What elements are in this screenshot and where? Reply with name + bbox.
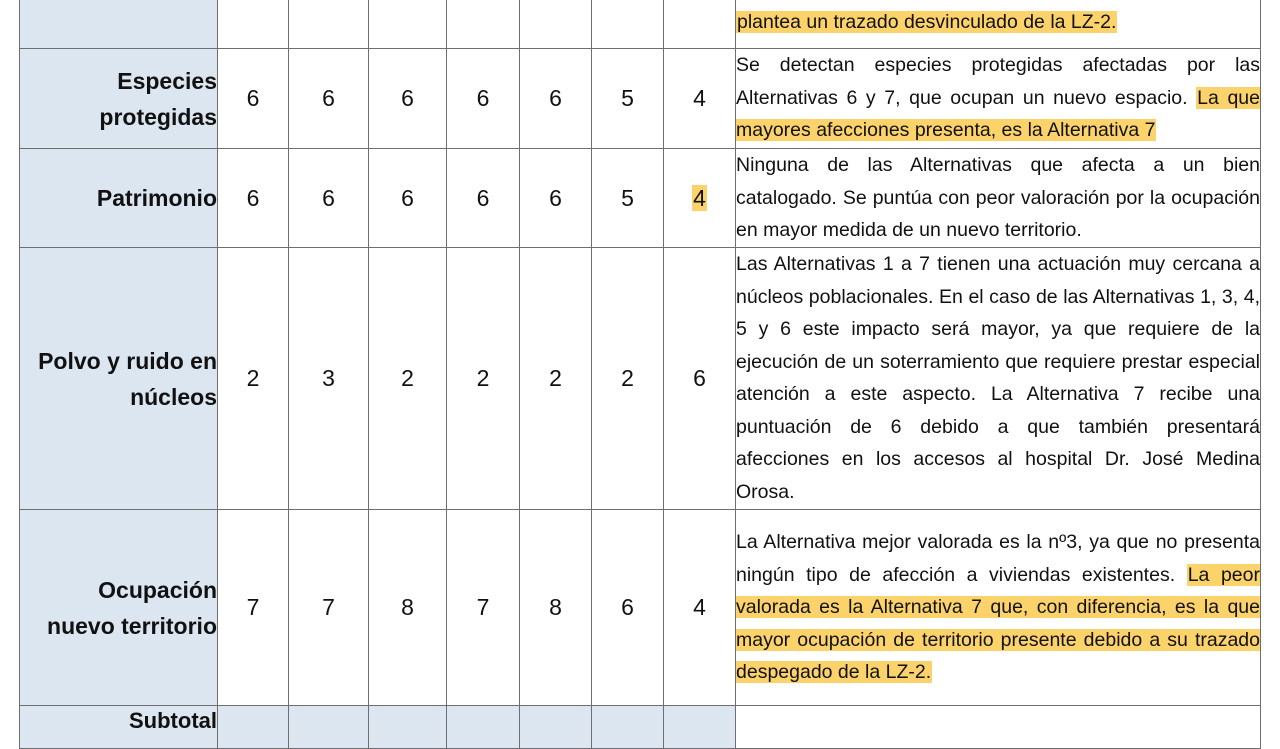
score-value: 4 [693,85,706,111]
score-cell [369,0,447,49]
table-row [20,510,1261,706]
score-cell [520,49,592,149]
table-row [20,149,1261,248]
score-value: 2 [549,365,562,391]
score-cell [447,510,520,706]
score-cell [447,49,520,149]
criterion-cell [20,510,218,706]
justification-cell [736,0,1261,49]
criterion-label: Ocupación [98,576,217,603]
score-value: 6 [246,184,260,211]
score-value: 7 [246,594,260,620]
score-value: 6 [621,594,634,620]
score-cell [218,149,289,248]
score-value: 6 [401,184,414,211]
criterion-label: protegidas [99,103,217,130]
score-cell [447,0,520,49]
evaluation-table [19,0,1261,749]
score-cell [520,149,592,248]
score-cell [592,0,664,49]
score-value: 6 [549,184,562,211]
table-body [20,0,1261,749]
score-value: 2 [401,365,414,391]
score-cell [447,149,520,248]
score-cell [664,0,736,49]
score-cell [520,510,592,706]
subtotal-cell [736,706,1261,749]
score-value: 6 [549,85,562,111]
subtotal-cell [592,706,664,749]
criterion-cell [20,248,218,510]
subtotal-cell [218,706,289,749]
score-cell [289,149,369,248]
score-cell [664,149,736,248]
highlighted-text: plantea un trazado desvinculado de la LZ-2. [737,10,1117,33]
score-cell [218,49,289,149]
subtotal-cell [369,706,447,749]
score-value: 6 [246,85,260,111]
score-cell [592,49,664,149]
justification-text: La Alternativa mejor valorada es la nº3, ya que no presenta ningún tipo de afección a viviendas existentes. [736,531,1260,586]
score-cell [592,149,664,248]
score-cell [592,248,664,510]
score-value: 4 [693,594,706,620]
table-row [20,49,1261,149]
criterion-label: nuevo territorio [47,612,217,639]
score-value: 8 [549,594,562,620]
justification-cell [736,49,1261,149]
criterion-label: núcleos [130,383,217,410]
score-value: 6 [401,85,414,111]
justification-text: Ninguna de las Alternativas que afecta a un bien catalogado. Se puntúa con peor valoración por la ocupación en mayor medida de un nuevo territorio. [736,154,1260,241]
subtotal-row [20,706,1261,749]
score-cell [289,510,369,706]
table-row [20,248,1261,510]
score-cell [664,248,736,510]
highlighted-text: La peor valorada es la Alternativa 7 que, con diferencia, es la que mayor ocupación de territorio presente debido a su trazado despegado de la LZ-2. [736,563,1260,684]
score-cell [447,248,520,510]
score-value: 7 [322,594,335,620]
score-cell [592,510,664,706]
criterion-cell [20,149,218,248]
score-value: 5 [621,184,634,211]
justification-line [736,0,1260,6]
score-value: 2 [621,365,634,391]
score-cell [664,49,736,149]
justification-text: Se detectan especies protegidas afectadas por las Alternativas 6 y 7, que ocupan un nuevo espacio. [736,54,1260,109]
score-cell [369,248,447,510]
score-cell [369,510,447,706]
score-cell [369,49,447,149]
score-cell [289,49,369,149]
subtotal-cell [664,706,736,749]
subtotal-label: Subtotal [20,706,218,749]
score-cell [520,0,592,49]
score-value: 8 [401,594,414,620]
score-value: 3 [322,365,335,391]
table-row [20,0,1261,49]
score-cell [520,248,592,510]
score-cell [664,510,736,706]
score-value: 6 [322,85,335,111]
score-cell [369,149,447,248]
criterion-label: Polvo y ruido en [38,347,217,374]
score-value: 5 [621,85,634,111]
justification-text: Las Alternativas 1 a 7 tienen una actuación muy cercana a núcleos poblacionales. En el caso de las Alternativas 1, 3, 4, 5 y 6 este impacto será mayor, ya que requiere de la ejecución de un soterramiento que requiere prestar especial atención a este aspecto. La Alternativa 7 recibe una puntuación de 6 debido a que también presentará afecciones en los accesos al hospital Dr. José Medina Orosa. [736,253,1260,503]
score-cell [218,510,289,706]
criterion-label: Patrimonio [96,185,217,211]
subtotal-cell [520,706,592,749]
justification-cell [736,149,1261,248]
score-value: 4 [693,184,706,211]
subtotal-cell [447,706,520,749]
score-value: 2 [476,365,490,391]
criterion-cell [20,49,218,149]
justification-line [736,6,1260,39]
criterion-cell [20,0,218,49]
score-cell [218,248,289,510]
score-value: 6 [476,184,490,211]
score-cell [289,0,369,49]
criterion-label: Especies [117,67,217,94]
justification-cell [736,510,1261,706]
justification-cell [736,248,1261,510]
score-cell [289,248,369,510]
score-value: 6 [476,85,490,111]
score-value: 6 [693,365,706,391]
highlighted-text: La que mayores afecciones presenta, es la Alternativa 7 [736,86,1260,141]
score-value: 6 [322,184,335,211]
score-cell [218,0,289,49]
subtotal-cell [289,706,369,749]
score-value: 7 [476,594,490,620]
score-value: 2 [246,365,260,391]
